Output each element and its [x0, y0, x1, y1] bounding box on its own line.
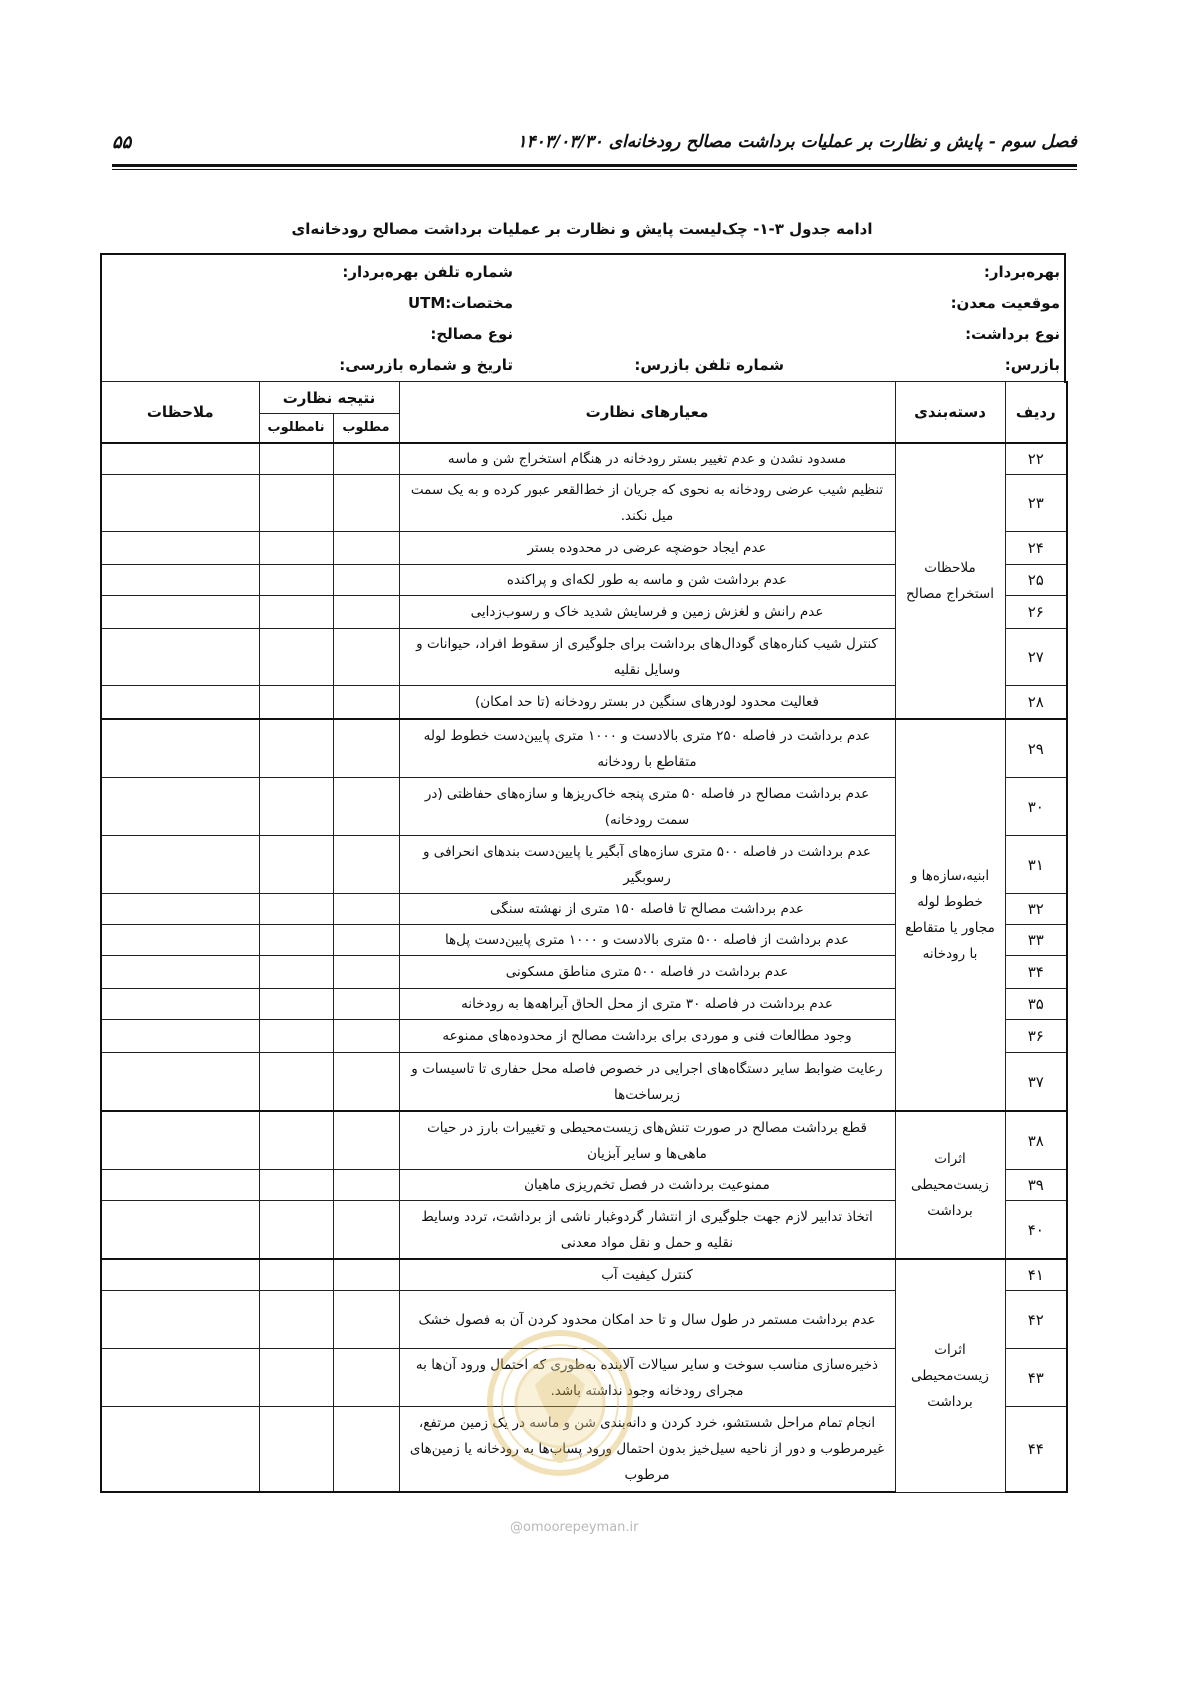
row-number: ۲۳	[1005, 475, 1067, 532]
criterion-text: عدم برداشت مصالح در فاصله ۵۰ متری پنجه خاک‌ریزها و سازه‌های حفاظتی (در سمت رودخانه)	[399, 778, 895, 836]
desirable-cell[interactable]	[333, 894, 399, 925]
desirable-cell[interactable]	[333, 443, 399, 475]
criterion-text: ممنوعیت برداشت در فصل تخم‌ریزی ماهیان	[399, 1170, 895, 1201]
notes-cell[interactable]	[101, 686, 259, 720]
row-number: ۳۲	[1005, 894, 1067, 925]
notes-cell[interactable]	[101, 778, 259, 836]
col-row-header: ردیف	[1005, 382, 1067, 444]
undesirable-cell[interactable]	[259, 778, 333, 836]
row-number: ۳۰	[1005, 778, 1067, 836]
category-cell: ملاحظات استخراج مصالح	[895, 443, 1005, 719]
extraction-type-label: نوع برداشت:	[965, 325, 1060, 343]
undesirable-cell[interactable]	[259, 1349, 333, 1407]
desirable-cell[interactable]	[333, 989, 399, 1020]
table-row	[101, 1111, 1067, 1170]
desirable-cell[interactable]	[333, 956, 399, 989]
row-number: ۲۹	[1005, 719, 1067, 778]
notes-cell[interactable]	[101, 925, 259, 956]
criterion-text: تنظیم شیب عرضی رودخانه به نحوی که جریان از خط‌القعر عبور کرده و به یک سمت میل نکند.	[399, 475, 895, 532]
desirable-cell[interactable]	[333, 565, 399, 596]
notes-cell[interactable]	[101, 1349, 259, 1407]
criterion-text: کنترل شیب کناره‌های گودال‌های برداشت برای جلوگیری از سقوط افراد، حیوانات و وسایل نقلیه	[399, 629, 895, 686]
criterion-text: قطع برداشت مصالح در صورت تنش‌های زیست‌محیطی و تغییرات بارز در حیات ماهی‌ها و سایر آبزیان	[399, 1111, 895, 1170]
criterion-text: عدم برداشت در فاصله ۵۰۰ متری سازه‌های آبگیر یا پایین‌دست بندهای انحرافی و رسوبگیر	[399, 836, 895, 894]
row-number: ۲۶	[1005, 596, 1067, 629]
criterion-text: ذخیره‌سازی مناسب سوخت و سایر سیالات آلاینده به‌طوری که احتمال ورود آن‌ها به مجرای رودخانه وجود نداشته باشد.	[399, 1349, 895, 1407]
notes-cell[interactable]	[101, 1053, 259, 1112]
notes-cell[interactable]	[101, 532, 259, 565]
undesirable-cell[interactable]	[259, 565, 333, 596]
criterion-text: عدم رانش و لغزش زمین و فرسایش شدید خاک و رسوب‌زدایی	[399, 596, 895, 629]
undesirable-cell[interactable]	[259, 532, 333, 565]
undesirable-cell[interactable]	[259, 1291, 333, 1349]
criterion-text: عدم ایجاد حوضچه عرضی در محدوده بستر	[399, 532, 895, 565]
col-desirable-header: مطلوب	[333, 414, 399, 444]
desirable-cell[interactable]	[333, 686, 399, 720]
col-notes-header: ملاحظات	[101, 382, 259, 444]
undesirable-cell[interactable]	[259, 989, 333, 1020]
undesirable-cell[interactable]	[259, 1201, 333, 1260]
criterion-text: عدم برداشت مصالح تا فاصله ۱۵۰ متری از نهشته سنگی	[399, 894, 895, 925]
row-number: ۴۲	[1005, 1291, 1067, 1349]
undesirable-cell[interactable]	[259, 1053, 333, 1112]
info-box	[100, 253, 1066, 383]
criterion-text: انجام تمام مراحل شستشو، خرد کردن و دانه‌بندی شن و ماسه در یک زمین مرتفع، غیرمرطوب و دور از ناحیه سیل‌خیز بدون احتمال ورود پساب‌ها به رودخانه یا زمین‌های مرطوب	[399, 1407, 895, 1493]
notes-cell[interactable]	[101, 443, 259, 475]
row-number: ۳۶	[1005, 1020, 1067, 1053]
criterion-text: کنترل کیفیت آب	[399, 1259, 895, 1291]
page-number: ۵۵	[112, 132, 132, 153]
undesirable-cell[interactable]	[259, 719, 333, 778]
undesirable-cell[interactable]	[259, 443, 333, 475]
desirable-cell[interactable]	[333, 836, 399, 894]
row-number: ۳۴	[1005, 956, 1067, 989]
table-row	[101, 443, 1067, 475]
criterion-text: رعایت ضوابط سایر دستگاه‌های اجرایی در خصوص فاصله محل حفاری تا تاسیسات و زیرساخت‌ها	[399, 1053, 895, 1112]
undesirable-cell[interactable]	[259, 956, 333, 989]
row-number: ۲۲	[1005, 443, 1067, 475]
row-number: ۴۱	[1005, 1259, 1067, 1291]
notes-cell[interactable]	[101, 894, 259, 925]
undesirable-cell[interactable]	[259, 1407, 333, 1493]
notes-cell[interactable]	[101, 565, 259, 596]
desirable-cell[interactable]	[333, 1259, 399, 1291]
row-number: ۳۱	[1005, 836, 1067, 894]
row-number: ۲۸	[1005, 686, 1067, 720]
undesirable-cell[interactable]	[259, 1259, 333, 1291]
chapter-title: فصل سوم - پایش و نظارت بر عملیات برداشت مصالح رودخانه‌ای ۱۴۰۳/۰۳/۳۰	[517, 132, 1077, 152]
undesirable-cell[interactable]	[259, 686, 333, 720]
criterion-text: عدم برداشت در فاصله ۵۰۰ متری مناطق مسکونی	[399, 956, 895, 989]
criterion-text: فعالیت محدود لودرهای سنگین در بستر رودخانه (تا حد امکان)	[399, 686, 895, 720]
desirable-cell[interactable]	[333, 1053, 399, 1112]
criterion-text: وجود مطالعات فنی و موردی برای برداشت مصالح از محدوده‌های ممنوعه	[399, 1020, 895, 1053]
notes-cell[interactable]	[101, 596, 259, 629]
desirable-cell[interactable]	[333, 1170, 399, 1201]
desirable-cell[interactable]	[333, 1291, 399, 1349]
notes-cell[interactable]	[101, 1020, 259, 1053]
notes-cell[interactable]	[101, 956, 259, 989]
category-cell: اثرات زیست‌محیطی برداشت	[895, 1259, 1005, 1492]
row-number: ۳۸	[1005, 1111, 1067, 1170]
notes-cell[interactable]	[101, 1291, 259, 1349]
table-row	[101, 1259, 1067, 1291]
row-number: ۴۴	[1005, 1407, 1067, 1493]
row-number: ۴۰	[1005, 1201, 1067, 1260]
col-criteria-header: معیارهای نظارت	[399, 382, 895, 444]
row-number: ۲۵	[1005, 565, 1067, 596]
notes-cell[interactable]	[101, 719, 259, 778]
col-result-header: نتیجه نظارت	[259, 382, 399, 414]
criterion-text: عدم برداشت شن و ماسه به طور لکه‌ای و پراکنده	[399, 565, 895, 596]
row-number: ۳۷	[1005, 1053, 1067, 1112]
undesirable-cell[interactable]	[259, 1111, 333, 1170]
undesirable-cell[interactable]	[259, 894, 333, 925]
material-type-label: نوع مصالح:	[430, 325, 513, 343]
desirable-cell[interactable]	[333, 1111, 399, 1170]
desirable-cell[interactable]	[333, 1020, 399, 1053]
inspection-date-label: تاریخ و شماره بازرسی:	[339, 356, 513, 374]
desirable-cell[interactable]	[333, 778, 399, 836]
row-number: ۴۳	[1005, 1349, 1067, 1407]
desirable-cell[interactable]	[333, 629, 399, 686]
operator-phone-label: شماره تلفن بهره‌بردار:	[342, 263, 513, 281]
inspector-label: بازرس:	[1004, 356, 1060, 374]
undesirable-cell[interactable]	[259, 836, 333, 894]
desirable-cell[interactable]	[333, 1407, 399, 1493]
col-category-header: دسته‌بندی	[895, 382, 1005, 444]
row-number: ۳۳	[1005, 925, 1067, 956]
notes-cell[interactable]	[101, 629, 259, 686]
undesirable-cell[interactable]	[259, 1170, 333, 1201]
notes-cell[interactable]	[101, 836, 259, 894]
notes-cell[interactable]	[101, 1201, 259, 1260]
undesirable-cell[interactable]	[259, 475, 333, 532]
desirable-cell[interactable]	[333, 925, 399, 956]
header-rule	[112, 164, 1077, 167]
notes-cell[interactable]	[101, 1111, 259, 1170]
watermark-url: @omoorepeyman.ir	[510, 1520, 639, 1535]
category-cell: اثرات زیست‌محیطی برداشت	[895, 1111, 1005, 1259]
header-rule-thin	[112, 169, 1077, 170]
desirable-cell[interactable]	[333, 1201, 399, 1260]
notes-cell[interactable]	[101, 1170, 259, 1201]
row-number: ۳۵	[1005, 989, 1067, 1020]
desirable-cell[interactable]	[333, 719, 399, 778]
table-caption: ادامه جدول ۳-۱- چک‌لیست پایش و نظارت بر عملیات برداشت مصالح رودخانه‌ای	[291, 220, 873, 238]
undesirable-cell[interactable]	[259, 1020, 333, 1053]
seal-watermark	[485, 1315, 635, 1490]
category-cell: ابنیه،سازه‌ها و خطوط لوله مجاور یا متقاطع با رودخانه	[895, 719, 1005, 1111]
utm-label: مختصات:UTM	[407, 294, 513, 312]
undesirable-cell[interactable]	[259, 596, 333, 629]
notes-cell[interactable]	[101, 989, 259, 1020]
criterion-text: عدم برداشت مستمر در طول سال و تا حد امکان محدود کردن آن به فصول خشک	[399, 1291, 895, 1349]
col-undesirable-header: نامطلوب	[259, 414, 333, 444]
criterion-text: عدم برداشت از فاصله ۵۰۰ متری بالادست و ۱۰۰۰ متری پایین‌دست پل‌ها	[399, 925, 895, 956]
notes-cell[interactable]	[101, 1407, 259, 1493]
criterion-text: اتخاذ تدابیر لازم جهت جلوگیری از انتشار گردوغبار ناشی از برداشت، تردد وسایط نقلیه و حمل و نقل مواد معدنی	[399, 1201, 895, 1260]
row-number: ۳۹	[1005, 1170, 1067, 1201]
desirable-cell[interactable]	[333, 596, 399, 629]
criterion-text: مسدود نشدن و عدم تغییر بستر رودخانه در هنگام استخراج شن و ماسه	[399, 443, 895, 475]
criterion-text: عدم برداشت در فاصله ۲۵۰ متری بالادست و ۱۰۰۰ متری پایین‌دست خطوط لوله متقاطع با رودخانه	[399, 719, 895, 778]
desirable-cell[interactable]	[333, 1349, 399, 1407]
row-number: ۲۷	[1005, 629, 1067, 686]
table-row	[101, 719, 1067, 778]
page-header	[112, 128, 1077, 168]
row-number: ۲۴	[1005, 532, 1067, 565]
notes-cell[interactable]	[101, 475, 259, 532]
notes-cell[interactable]	[101, 1259, 259, 1291]
undesirable-cell[interactable]	[259, 925, 333, 956]
mine-location-label: موقعیت معدن:	[950, 294, 1060, 312]
desirable-cell[interactable]	[333, 532, 399, 565]
inspector-phone-label: شماره تلفن بازرس:	[634, 356, 784, 374]
undesirable-cell[interactable]	[259, 629, 333, 686]
criterion-text: عدم برداشت در فاصله ۳۰ متری از محل الحاق آبراهه‌ها به رودخانه	[399, 989, 895, 1020]
operator-label: بهره‌بردار:	[983, 263, 1060, 281]
desirable-cell[interactable]	[333, 475, 399, 532]
